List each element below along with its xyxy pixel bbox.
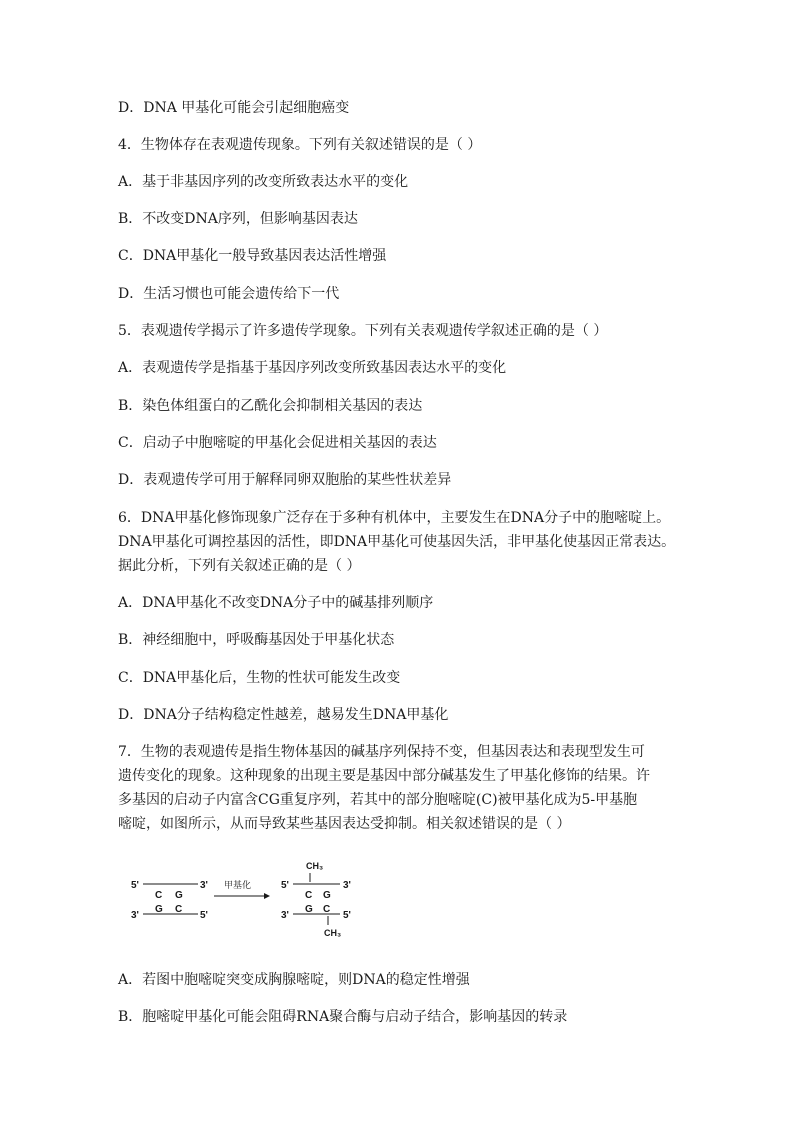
q6-option-d: D．DNA分子结构稳定性越差，越易发生DNA甲基化 xyxy=(118,707,449,723)
left-bot-base-g: G xyxy=(155,904,163,915)
left-bot-3prime: 3' xyxy=(131,910,139,921)
right-bot-5prime: 5' xyxy=(343,910,351,921)
methylation-arrow-label: 甲基化 xyxy=(224,880,252,890)
right-bot-base-c: C xyxy=(323,904,331,915)
q6-option-c: C．DNA甲基化后，生物的性状可能发生改变 xyxy=(118,670,401,686)
left-top-base-g: G xyxy=(175,890,183,901)
methyl-group-top: CH₃ xyxy=(306,861,324,871)
left-top-5prime: 5' xyxy=(131,880,139,891)
methyl-group-bottom: CH₃ xyxy=(324,928,342,938)
dna-methylation-diagram xyxy=(128,858,368,942)
q5-option-c: C．启动子中胞嘧啶的甲基化会促进相关基因的表达 xyxy=(118,435,437,451)
q6-option-a: A．DNA甲基化不改变DNA分子中的碱基排列顺序 xyxy=(118,595,434,611)
q4-stem: 4．生物体存在表观遗传现象。下列有关叙述错误的是（ ） xyxy=(118,137,482,153)
right-bot-base-g: G xyxy=(305,904,313,915)
q5-option-d: D．表观遗传学可用于解释同卵双胞胎的某些性状差异 xyxy=(118,472,452,488)
q3-option-d: D．DNA 甲基化可能会引起细胞癌变 xyxy=(118,100,350,116)
left-top-3prime: 3' xyxy=(200,880,208,891)
right-top-base-c: C xyxy=(305,890,313,901)
right-top-3prime: 3' xyxy=(343,880,351,891)
left-bot-5prime: 5' xyxy=(200,910,208,921)
q4-option-c: C．DNA甲基化一般导致基因表达活性增强 xyxy=(118,248,387,264)
right-bot-3prime: 3' xyxy=(281,910,289,921)
q7-stem-line2: 遗传变化的现象。这种现象的出现主要是基因中部分碱基发生了甲基化修饰的结果。许 xyxy=(118,768,650,784)
right-top-5prime: 5' xyxy=(281,880,289,891)
q4-option-d: D．生活习惯也可能会遗传给下一代 xyxy=(118,286,340,302)
q5-option-b: B．染色体组蛋白的乙酰化会抑制相关基因的表达 xyxy=(118,398,423,414)
q6-stem-line2: DNA甲基化可调控基因的活性，即DNA甲基化可使基因失活，非甲基化使基因正常表达。 xyxy=(118,534,676,550)
left-top-base-c: C xyxy=(155,890,163,901)
q7-stem-line3: 多基因的启动子内富含CG重复序列，若其中的部分胞嘧啶(C)被甲基化成为5-甲基胞 xyxy=(118,792,638,808)
left-bot-base-c: C xyxy=(175,904,183,915)
q7-option-a: A．若图中胞嘧啶突变成胸腺嘧啶，则DNA的稳定性增强 xyxy=(118,972,470,988)
arrow-head-icon xyxy=(264,893,270,899)
q4-option-a: A．基于非基因序列的改变所致表达水平的变化 xyxy=(118,174,409,190)
right-top-base-g: G xyxy=(323,890,331,901)
q4-option-b: B．不改变DNA序列，但影响基因表达 xyxy=(118,211,358,227)
q6-stem-line3: 据此分析，下列有关叙述正确的是（ ） xyxy=(118,558,361,574)
q7-option-b: B．胞嘧啶甲基化可能会阻碍RNA聚合酶与启动子结合，影响基因的转录 xyxy=(118,1009,568,1025)
q7-stem-line4: 嘧啶，如图所示，从而导致某些基因表达受抑制。相关叙述错误的是（ ） xyxy=(118,816,571,832)
q5-option-a: A．表观遗传学是指基于基因序列改变所致基因表达水平的变化 xyxy=(118,360,507,376)
q5-stem: 5．表观遗传学揭示了许多遗传学现象。下列有关表观遗传学叙述正确的是（ ） xyxy=(118,323,608,339)
q7-stem-line1: 7．生物的表观遗传是指生物体基因的碱基序列保持不变，但基因表达和表现型发生可 xyxy=(118,744,645,760)
q6-stem-line1: 6．DNA甲基化修饰现象广泛存在于多种有机体中，主要发生在DNA分子中的胞嘧啶上。 xyxy=(118,510,671,526)
q6-option-b: B．神经细胞中，呼吸酶基因处于甲基化状态 xyxy=(118,632,395,648)
